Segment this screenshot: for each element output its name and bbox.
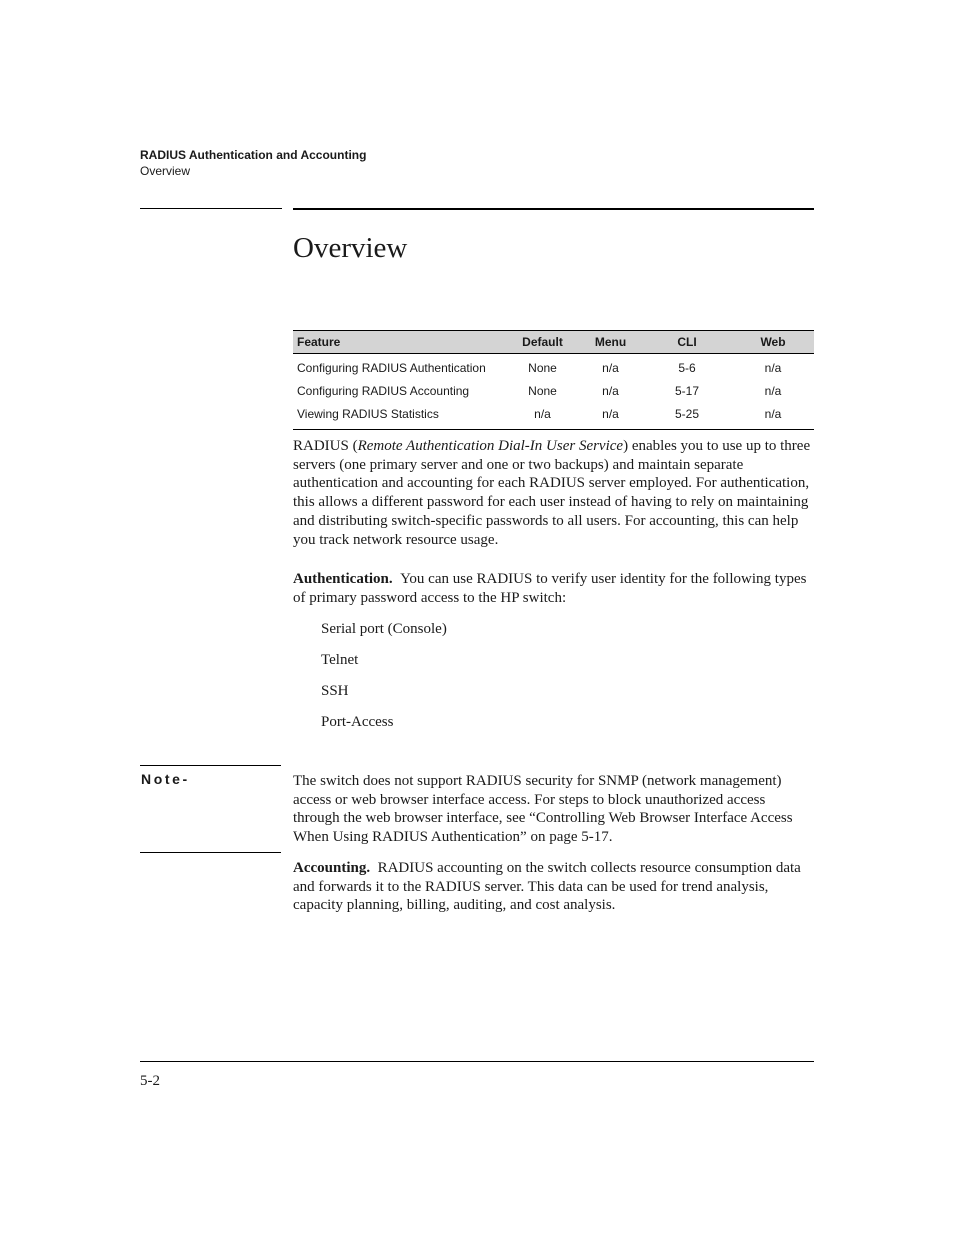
table-row [293,379,814,402]
table-cell: 5-25 [642,402,732,430]
running-header-title: RADIUS Authentication and Accounting [140,148,367,162]
page-title: Overview [293,232,408,264]
column-header-menu: Menu [594,335,627,349]
footer-rule [140,1061,814,1062]
table-cell: n/a [764,360,782,375]
intro-paragraph [293,437,815,549]
note-rule-bottom [140,852,281,853]
note-label: Note- [141,771,190,787]
table-cell: n/a [732,402,814,430]
authentication-text: You can use RADIUS to verify user identity for the following types of primary password access to the HP switch: [293,571,807,606]
table-cell: None [528,360,557,375]
feature-table [293,330,814,430]
accounting-heading: Accounting. [293,860,371,876]
accounting-text: RADIUS accounting on the switch collects resource consumption data and forwards it to the RADIUS server. This data can be used for trend analysis, capacity planning, billing, auditing, and cost analysis. [293,860,801,914]
access-type-item: Port-Access [321,714,394,730]
note-text: The switch does not support RADIUS security for SNMP (network management) access or web browser interface access. For steps to block unauthorized access through the web browser interface, see “Controlling Web Browser Interface Access When Using RADIUS Authentication” on page 5-17. [293,773,793,846]
access-type-item: Serial port (Console) [321,621,447,637]
authentication-heading: Authentication. [293,571,393,587]
column-header-default: Default [522,335,563,349]
intro-term: Remote Authentication Dial-In User Service [357,438,624,454]
table-cell: 5-17 [674,383,700,398]
table-cell: Viewing RADIUS Statistics [293,402,506,430]
column-header-feature: Feature [297,335,341,349]
table-cell: None [528,383,557,398]
table-cell: n/a [602,383,619,398]
accounting-paragraph [293,859,815,915]
note-rule-top [140,765,281,766]
header-rule-right [293,208,814,210]
column-header-cli: CLI [677,335,697,349]
authentication-paragraph [293,570,815,607]
table-cell: 5-6 [678,360,696,375]
table-cell: Configuring RADIUS Authentication [297,360,486,375]
header-rule-left [140,208,282,209]
table-cell: n/a [506,402,579,430]
table-header-row [293,331,814,354]
table-cell: n/a [602,360,619,375]
access-type-item: Telnet [321,652,359,668]
table-cell: Configuring RADIUS Accounting [297,383,470,398]
table-cell: n/a [579,402,642,430]
running-header-subtitle: Overview [140,164,191,178]
access-type-item: SSH [321,683,349,699]
table-cell: n/a [764,383,782,398]
intro-body: ) enables you to use up to three servers (one primary server and one or two backups) and maintain separate authentication and accounting for each RADIUS server employed. For authentication, this allows a different password for each user instead of having to rely on maintaining and distributing switch-specific passwords to all users. For accounting, this can help you track network resource usage. [293,438,811,548]
page-number: 5-2 [140,1073,160,1089]
table-row [293,354,814,380]
intro-prefix: RADIUS ( [293,438,358,454]
column-header-web: Web [760,335,786,349]
table-row [293,402,814,430]
